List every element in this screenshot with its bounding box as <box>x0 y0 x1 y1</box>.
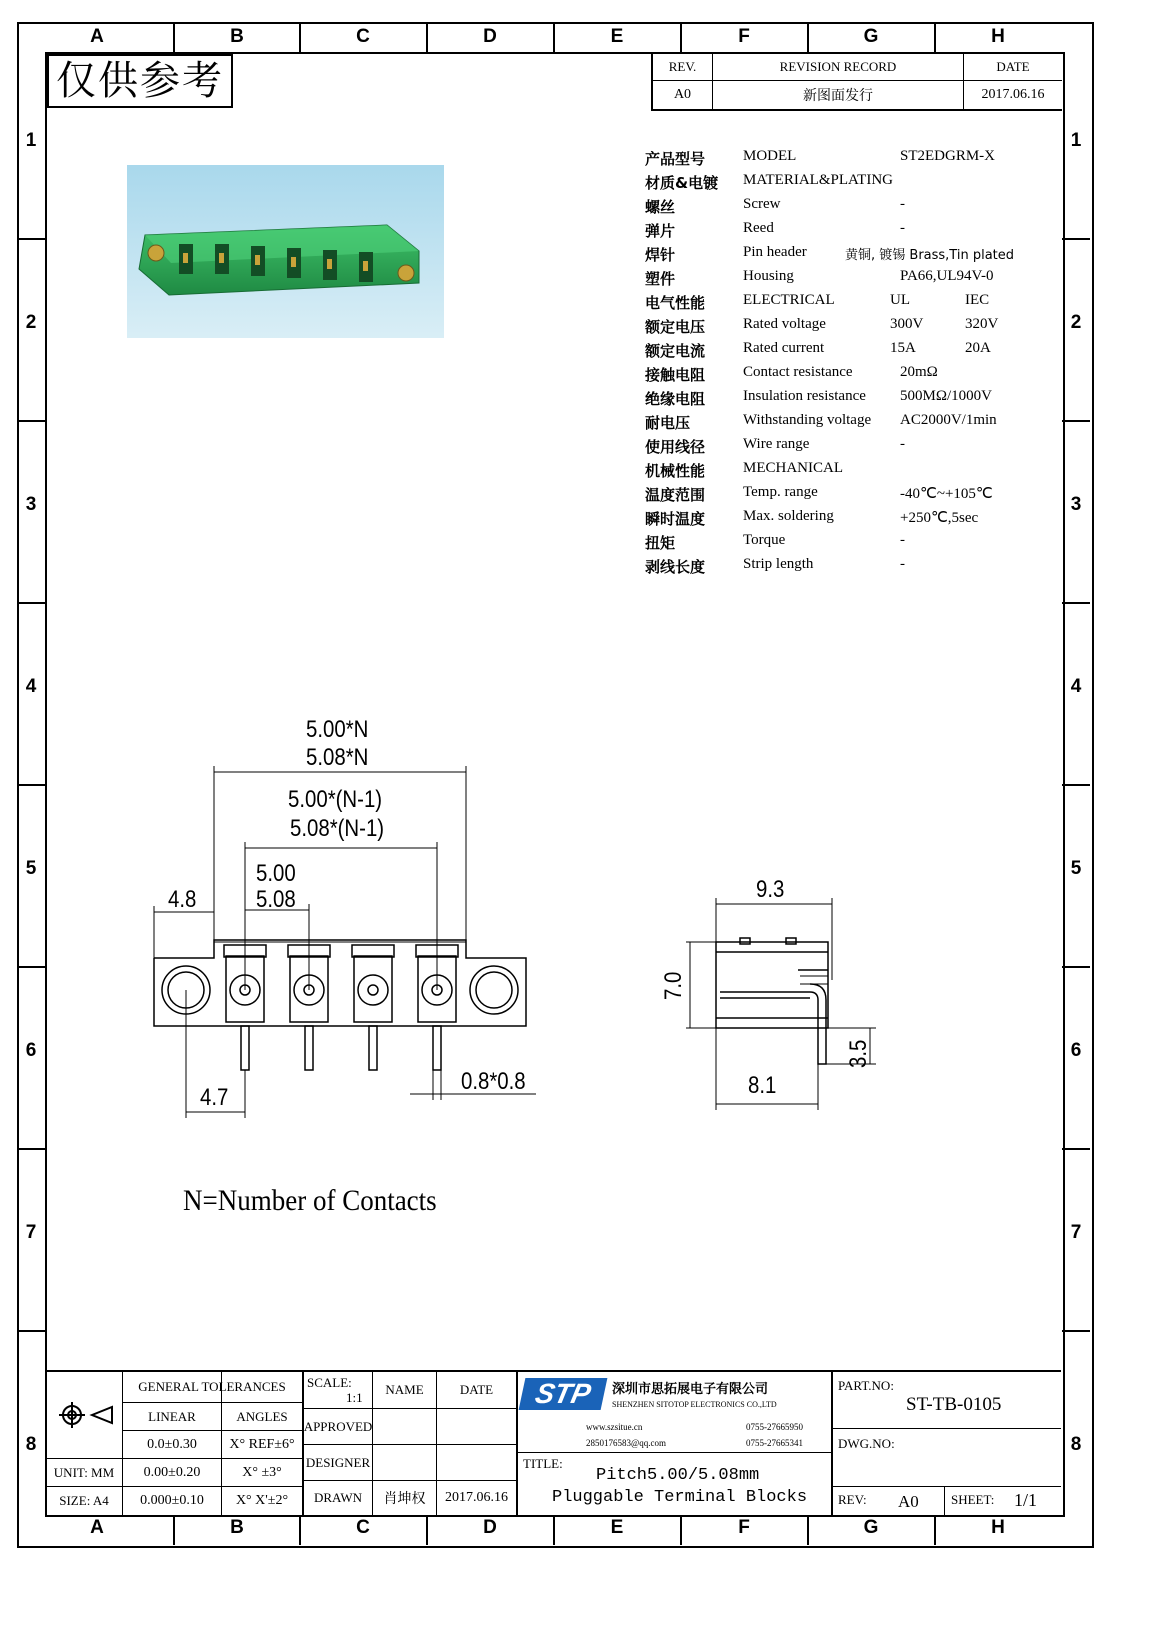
company-phone: 0755-27665950 <box>746 1422 803 1432</box>
date-header: DATE <box>996 58 1030 74</box>
row-label-2-right: 2 <box>1070 312 1082 333</box>
spec-en-label: MATERIAL&PLATING <box>743 172 893 188</box>
title-line-1: Pitch5.00/5.08mm <box>596 1466 760 1485</box>
col-label-c: C <box>356 26 370 47</box>
unit-label: UNIT: MM <box>53 1464 115 1480</box>
spec-en-label: Screw <box>743 196 781 212</box>
spec-value: 20mΩ <box>900 364 938 380</box>
spec-en-label: Housing <box>743 268 794 284</box>
spec-en-label: Temp. range <box>743 484 818 500</box>
reference-only-stamp: 仅供参考 <box>47 54 233 108</box>
dim-span-508: 5.08*(N-1) <box>290 815 385 842</box>
col-label-h-bottom: H <box>991 1517 1005 1538</box>
spec-cn-label: 电气性能 <box>645 294 706 312</box>
spec-value: 黄铜, 镀锡 Brass,Tin plated <box>845 248 1015 263</box>
angle-tol-3: X° X'±2° <box>235 1493 289 1508</box>
spec-en-label: Strip length <box>743 556 814 572</box>
spec-cn-label: 螺丝 <box>645 198 676 216</box>
dim-side-depth: 8.1 <box>748 1072 777 1099</box>
spec-value: - <box>900 220 905 236</box>
dim-side-width: 9.3 <box>756 876 785 903</box>
spec-value: UL <box>890 292 910 308</box>
linear-header: LINEAR <box>148 1408 196 1424</box>
col-label-e: E <box>610 26 624 47</box>
sheet-value: 1/1 <box>1014 1490 1038 1510</box>
spec-cn-label: 产品型号 <box>645 150 706 168</box>
spec-cn-label: 额定电流 <box>645 342 706 360</box>
row-label-6: 6 <box>25 1040 37 1061</box>
angles-header: ANGLES <box>236 1408 288 1424</box>
col-label-a-bottom: A <box>90 1517 104 1538</box>
scale-label: SCALE: <box>307 1375 352 1390</box>
dim-pin-offset: 4.7 <box>200 1084 229 1111</box>
rev-value-tb: A0 <box>898 1492 919 1511</box>
col-label-d: D <box>483 26 497 47</box>
row-label-1: 1 <box>25 130 37 151</box>
company-name-en: SHENZHEN SITOTOP ELECTRONICS CO.,LTD <box>612 1400 777 1409</box>
col-label-g: G <box>863 26 879 47</box>
revision-table <box>651 53 1062 111</box>
spec-value: +250℃,5sec <box>900 510 979 526</box>
sheet-label: SHEET: <box>951 1492 995 1507</box>
revision-record-header: REVISION RECORD <box>779 58 897 74</box>
spec-table <box>645 148 1065 588</box>
row-label-6-right: 6 <box>1070 1040 1082 1061</box>
col-label-b-bottom: B <box>230 1517 244 1538</box>
spec-cn-label: 塑件 <box>645 270 676 288</box>
row-label-2: 2 <box>25 312 37 333</box>
spec-value: - <box>900 196 905 212</box>
company-email: 2850176583@qq.com <box>586 1438 667 1448</box>
rev-label: REV: <box>838 1492 867 1507</box>
spec-en-label: Pin header <box>743 244 807 260</box>
spec-en-label: Insulation resistance <box>743 388 866 404</box>
spec-cn-label: 材质&电镀 <box>645 174 719 192</box>
size-label: SIZE: A4 <box>59 1493 109 1508</box>
company-name-cn: 深圳市思拓展电子有限公司 <box>612 1382 769 1397</box>
company-logo: STP <box>519 1378 608 1410</box>
spec-en-label: Rated current <box>743 340 825 356</box>
dim-side-height: 7.0 <box>660 971 687 1000</box>
dim-overall-500: 5.00*N <box>306 716 369 743</box>
spec-value: - <box>900 532 905 548</box>
spec-value-2: IEC <box>965 292 990 308</box>
date-col-header: DATE <box>459 1382 494 1397</box>
col-label-b: B <box>230 26 244 47</box>
spec-value: PA66,UL94V-0 <box>900 268 994 284</box>
row-label-4-right: 4 <box>1070 676 1082 697</box>
linear-tol-3: 0.000±0.10 <box>140 1493 204 1508</box>
title-label: TITLE: <box>523 1456 563 1471</box>
terminal-block-photo <box>127 165 444 338</box>
date-value: 2017.06.16 <box>981 86 1045 102</box>
drawn-name: 肖坤权 <box>383 1491 426 1507</box>
col-label-c-bottom: C <box>356 1517 370 1538</box>
row-label-5-right: 5 <box>1070 858 1082 879</box>
spec-value: ST2EDGRM-X <box>900 148 996 164</box>
spec-value-2: 320V <box>965 316 999 332</box>
spec-cn-label: 接触电阻 <box>645 366 706 384</box>
row-label-3: 3 <box>25 494 37 515</box>
spec-value: AC2000V/1min <box>900 412 997 428</box>
spec-en-label: Contact resistance <box>743 364 853 380</box>
dim-left-offset: 4.8 <box>168 886 197 913</box>
col-label-f-bottom: F <box>738 1517 750 1538</box>
rev-value: A0 <box>673 86 692 102</box>
part-no-label: PART.NO: <box>838 1378 894 1393</box>
spec-en-label: Wire range <box>743 436 810 452</box>
spec-en-label: MODEL <box>743 148 797 164</box>
spec-value: 300V <box>890 316 924 332</box>
spec-en-label: Rated voltage <box>743 316 826 332</box>
product-photo <box>127 165 444 338</box>
title-line-2: Pluggable Terminal Blocks <box>552 1488 808 1507</box>
col-label-a: A <box>90 26 104 47</box>
spec-cn-label: 使用线径 <box>645 438 706 456</box>
designer-label: DESIGNER <box>305 1454 371 1470</box>
linear-tol-2: 0.00±0.20 <box>143 1464 201 1480</box>
contacts-note: N=Number of Contacts <box>183 1184 437 1217</box>
row-label-7-right: 7 <box>1070 1222 1082 1243</box>
drawn-label: DRAWN <box>313 1490 363 1505</box>
name-header: NAME <box>385 1382 424 1397</box>
spec-en-label: Max. soldering <box>743 508 834 524</box>
angle-tol-2: X° ±3° <box>242 1464 282 1480</box>
spec-cn-label: 剥线长度 <box>645 558 706 576</box>
spec-cn-label: 耐电压 <box>645 414 691 432</box>
company-fax: 0755-27665341 <box>746 1438 803 1448</box>
spec-cn-label: 绝缘电阻 <box>645 390 706 408</box>
col-label-g-bottom: G <box>863 1517 879 1538</box>
col-label-d-bottom: D <box>483 1517 497 1538</box>
spec-cn-label: 机械性能 <box>645 462 706 480</box>
spec-value: 15A <box>890 340 916 356</box>
spec-cn-label: 温度范围 <box>645 486 706 504</box>
spec-cn-label: 焊针 <box>645 246 676 264</box>
dim-span-500: 5.00*(N-1) <box>288 786 383 813</box>
spec-cn-label: 扭矩 <box>645 534 676 552</box>
general-tolerances: GENERAL TOLERANCES <box>138 1379 286 1394</box>
spec-en-label: MECHANICAL <box>743 460 843 476</box>
spec-cn-label: 额定电压 <box>645 318 706 336</box>
dim-pin-size: 0.8*0.8 <box>461 1068 526 1095</box>
scale-value: 1:1 <box>346 1390 363 1405</box>
row-label-8-right: 8 <box>1070 1434 1082 1455</box>
company-web: www.szsitue.cn <box>586 1422 643 1432</box>
rev-header: REV. <box>668 58 697 74</box>
spec-value: 500MΩ/1000V <box>900 388 992 404</box>
row-label-5: 5 <box>25 858 37 879</box>
col-label-e-bottom: E <box>610 1517 624 1538</box>
dim-pin-length: 3.5 <box>845 1039 872 1068</box>
part-no-value: ST-TB-0105 <box>906 1394 1002 1415</box>
dim-pitch-508: 5.08 <box>256 886 296 913</box>
col-label-h: H <box>991 26 1005 47</box>
approved-label: APPROVED <box>303 1418 373 1434</box>
row-label-8: 8 <box>25 1434 37 1455</box>
revision-record-value: 新图面发行 <box>803 87 873 104</box>
spec-value-2: 20A <box>965 340 991 356</box>
angle-tol-1: X° REF±6° <box>229 1436 295 1452</box>
spec-cn-label: 弹片 <box>645 222 676 240</box>
dwg-no-label: DWG.NO: <box>838 1436 895 1451</box>
row-label-7: 7 <box>25 1222 37 1243</box>
row-label-3-right: 3 <box>1070 494 1082 515</box>
drawn-date: 2017.06.16 <box>445 1490 508 1505</box>
spec-en-label: Reed <box>743 220 774 236</box>
title-block <box>46 1370 1061 1515</box>
spec-cn-label: 瞬时温度 <box>645 510 706 528</box>
spec-en-label: Torque <box>743 532 786 548</box>
col-label-f: F <box>738 26 750 47</box>
spec-value: - <box>900 436 905 452</box>
spec-value: - <box>900 556 905 572</box>
dim-pitch-500: 5.00 <box>256 860 296 887</box>
spec-en-label: ELECTRICAL <box>743 292 835 308</box>
dim-overall-508: 5.08*N <box>306 744 369 771</box>
spec-value: -40℃~+105℃ <box>900 486 993 502</box>
row-label-4: 4 <box>25 676 37 697</box>
row-label-1-right: 1 <box>1070 130 1082 151</box>
projection-symbol-icon <box>56 1400 116 1430</box>
linear-tol-1: 0.0±0.30 <box>147 1436 197 1452</box>
spec-en-label: Withstanding voltage <box>743 412 872 428</box>
